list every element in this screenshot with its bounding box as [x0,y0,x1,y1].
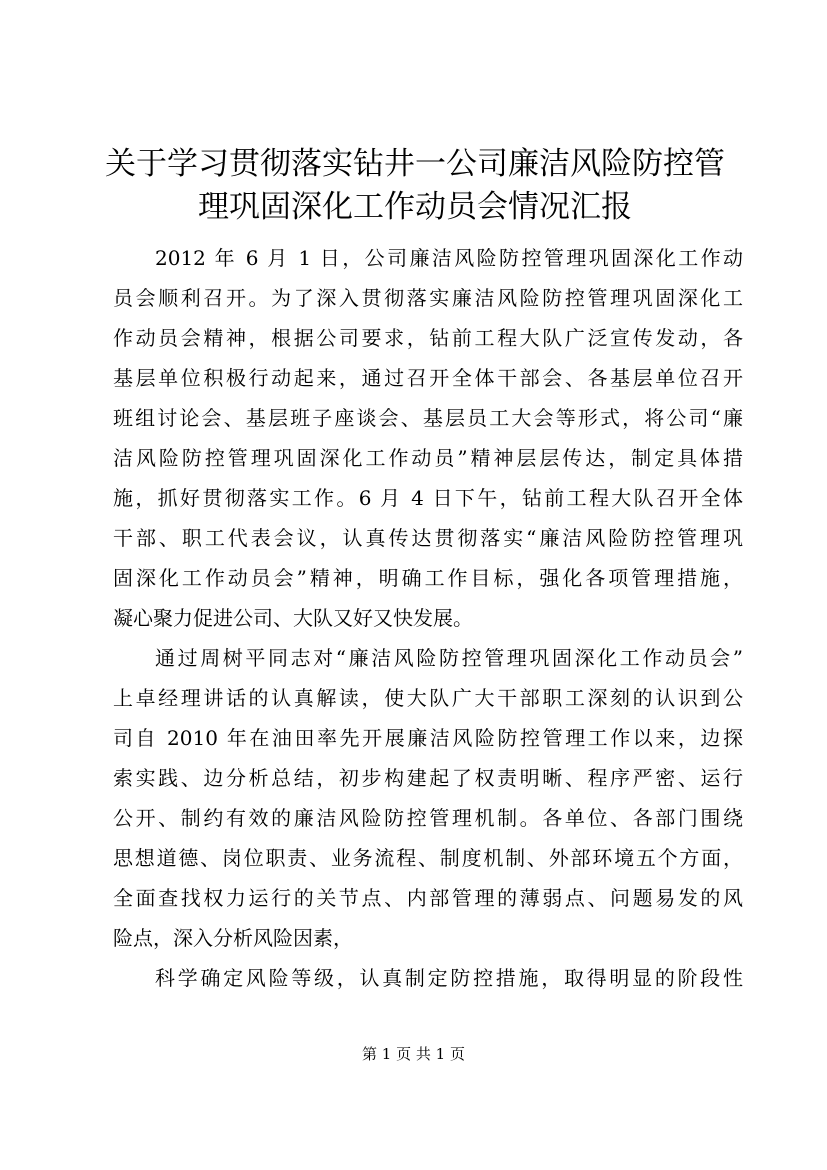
paragraph-line: 固深化工作动员会”精神，明确工作目标，强化各项管理措施， [113,566,743,590]
paragraph-line: 司自 2010 年在油田率先开展廉洁风险防控管理工作以来，边探 [113,726,743,750]
paragraph-line: 凝心聚力促进公司、大队又好又快发展。 [113,606,473,630]
paragraph-line: 险点，深入分析风险因素， [113,926,353,950]
paragraph-line: 全面查找权力运行的关节点、内部管理的薄弱点、问题易发的风 [113,886,743,910]
paragraph-line: 通过周树平同志对“廉洁风险防控管理巩固深化工作动员会” [155,646,743,670]
document-body [113,238,743,998]
paragraph-line: 班组讨论会、基层班子座谈会、基层员工大会等形式，将公司“廉 [113,406,743,430]
paragraph-line: 施，抓好贯彻落实工作。6 月 4 日下午，钻前工程大队召开全体 [113,486,743,510]
paragraph-2 [113,638,743,958]
paragraph-line: 干部、职工代表会议，认真传达贯彻落实“廉洁风险防控管理巩 [113,526,743,550]
document-title [100,143,730,229]
paragraph-line: 上卓经理讲话的认真解读，使大队广大干部职工深刻的认识到公 [113,686,743,710]
paragraph-line: 公开、制约有效的廉洁风险防控管理机制。各单位、各部门围绕 [113,806,743,830]
paragraph-line: 索实践、边分析总结，初步构建起了权责明晰、程序严密、运行 [113,766,743,790]
paragraph-3 [113,958,743,998]
paragraph-line: 2012 年 6 月 1 日，公司廉洁风险防控管理巩固深化工作动 [155,246,743,270]
title-line-2: 理巩固深化工作动员会情况汇报 [198,189,632,225]
title-line-1: 关于学习贯彻落实钻井一公司廉洁风险防控管 [105,146,725,182]
page-footer: 第 1 页 共 1 页 [362,1045,465,1063]
paragraph-line: 作动员会精神，根据公司要求，钻前工程大队广泛宣传发动，各 [113,326,743,350]
paragraph-line: 基层单位积极行动起来，通过召开全体干部会、各基层单位召开 [113,366,743,390]
paragraph-line: 思想道德、岗位职责、业务流程、制度机制、外部环境五个方面， [113,846,743,870]
paragraph-1 [113,238,743,638]
paragraph-line: 科学确定风险等级，认真制定防控措施，取得明显的阶段性 [155,966,743,990]
paragraph-line: 员会顺利召开。为了深入贯彻落实廉洁风险防控管理巩固深化工 [113,286,743,310]
paragraph-line: 洁风险防控管理巩固深化工作动员”精神层层传达，制定具体措 [113,446,743,470]
